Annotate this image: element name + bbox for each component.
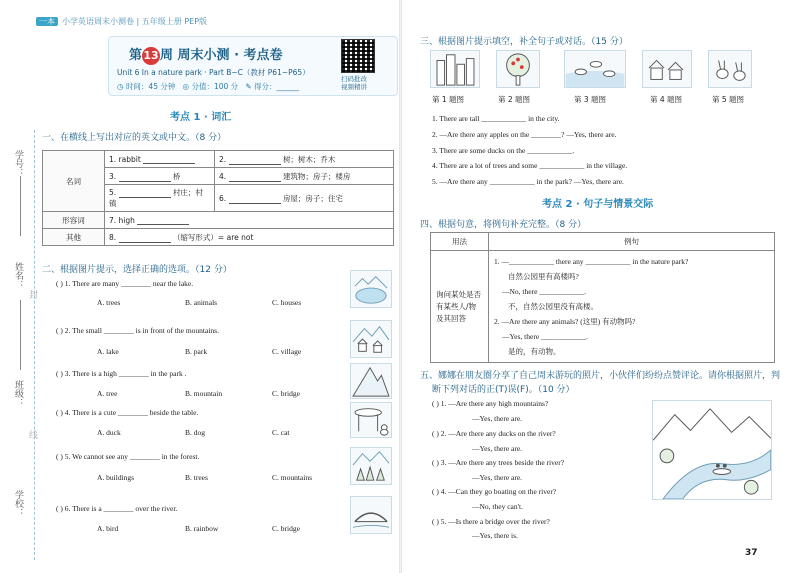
seal-mark: 封 [27,290,37,299]
answer-paren[interactable]: ( ) [432,399,439,408]
nature-park-photo [652,400,772,500]
qr-caption-1: 扫码批改 [341,75,367,83]
other-header: 其他 [43,229,105,246]
student-name-label: 姓名： [13,262,23,289]
vocab-table [42,150,394,246]
qr-code-icon[interactable] [341,39,375,73]
answer-paren[interactable]: ( ) [56,279,63,288]
mc-opt-a[interactable]: A. tree [97,389,118,398]
noun-header: 名词 [43,151,105,212]
mc-opt-c[interactable]: C. cat [272,428,290,437]
time-limit: 时间：45 分钟 [125,82,176,91]
section-5-title-1: 五、娜娜在朋友圈分享了自己周末游玩的照片，小伙伴们纷纷点赞评论。请你根据照片，判 [420,371,781,381]
pic-caption-3: 第 3 题图 [574,95,607,104]
fill-item-1[interactable]: 1. There are tall ____________ in the city. [432,114,560,123]
answer-blank[interactable] [229,157,281,165]
section-2-title: 二、根据图片提示，选择正确的选项。（12 分） [42,265,232,275]
section-3-title: 三、根据图片提示填空，补全句子或对话。（15 分） [420,37,628,47]
lake-picture [350,270,392,308]
mc-opt-b[interactable]: B. dog [185,428,206,437]
tf-item-1: ( ) 1. —Are there any high mountains? [432,399,549,408]
answer-blank[interactable] [119,190,171,198]
mc-opt-b[interactable]: B. rainbow [185,524,219,533]
week-title [129,44,283,65]
mc-item-5: ( ) 5. We cannot see any ________ in the forest. [56,452,200,461]
bridge-picture [350,496,392,534]
pen-icon: ✎ [245,82,252,91]
forest-picture [350,447,392,485]
vocab-cell-7: 7. high [105,212,394,229]
mc-opt-a[interactable]: A. buildings [97,473,135,482]
tf-answer-5: —Yes, there is. [472,531,518,540]
kaodian-2-title: 考点 2 · 句子与情景交际 [542,199,654,210]
qr-caption-2: 视频精讲 [341,83,367,91]
tf-answer-2: —Yes, there are. [472,444,523,453]
tf-item-5: ( ) 5. —Is there a bridge over the river? [432,517,550,526]
mc-opt-a[interactable]: A. bird [97,524,119,533]
example-cell [489,251,775,363]
ducks-river-picture [564,50,626,88]
pic-caption-1: 第 1 题图 [432,95,465,104]
mc-opt-b[interactable]: B. animals [185,298,218,307]
answer-blank[interactable] [119,235,171,243]
right-page [402,0,800,573]
example-line-7: 是的，有动物。 [508,347,561,356]
answer-paren[interactable]: ( ) [56,452,63,461]
fill-item-3[interactable]: 3. There are some ducks on the ____________. [432,146,575,155]
pic-caption-5: 第 5 题图 [712,95,745,104]
vocab-cell-8: 8. （缩写形式）= are not [105,229,394,246]
answer-blank[interactable] [143,156,195,164]
pic-caption-2: 第 2 题图 [498,95,531,104]
vocab-cell-3: 3. 桥 [105,168,215,185]
class-label: 班级： [13,380,23,407]
mc-opt-b[interactable]: B. mountain [185,389,223,398]
mc-item-1: ( ) 1. There are many ________ near the lake. [56,279,194,288]
answer-blank[interactable] [229,174,281,182]
answer-blank[interactable] [137,217,189,225]
mc-opt-b[interactable]: B. park [185,347,208,356]
student-name-line [20,300,21,370]
usage-header: 用法 [431,233,489,251]
meta-line [117,81,299,92]
tf-item-2: ( ) 2. —Are there any ducks on the river? [432,429,556,438]
mountain-picture [350,363,392,399]
unit-info: Unit 6 In a nature park · Part B~C（教材 P61~P65） [117,68,310,77]
answer-paren[interactable]: ( ) [56,408,63,417]
answer-paren[interactable]: ( ) [432,458,439,467]
week-number-badge: 13 [142,47,160,65]
answer-paren[interactable]: ( ) [56,326,63,335]
mc-item-2: ( ) 2. The small ________ is in front of the mountains. [56,326,219,335]
tf-answer-4: —No, they can't. [472,502,523,511]
mc-opt-a[interactable]: A. lake [97,347,119,356]
mc-opt-c[interactable]: C. mountains [272,473,313,482]
village-houses-picture [642,50,692,88]
mc-opt-c[interactable]: C. village [272,347,302,356]
usage-cell: 询问某处是否有某些人/物及其回答 [431,251,489,363]
answer-blank[interactable] [229,196,281,204]
example-line-3[interactable]: —No, there ____________. [502,287,587,296]
vocab-cell-5: 5. 村庄；村镇 [105,185,215,212]
student-id-label: 学号： [13,150,23,177]
mc-opt-a[interactable]: A. duck [97,428,121,437]
cut-mark: 线 [27,430,37,439]
mc-item-4: ( ) 4. There is a cute ________ beside the table. [56,408,199,417]
example-header: 例句 [489,233,775,251]
adj-header: 形容词 [43,212,105,229]
answer-paren[interactable]: ( ) [432,517,439,526]
answer-paren[interactable]: ( ) [56,504,63,513]
page-number: 37 [745,548,758,558]
section-1-title: 一、在横线上写出对应的英文或中文。（8 分） [42,133,227,143]
answer-blank[interactable] [119,174,171,182]
series-bar: 一本 小学英语周末小测卷 | 五年级上册 PEP版 [36,16,207,27]
vocab-cell-2: 2. 树；树木；乔木 [215,151,394,168]
kaodian-1-title: 考点 1 · 词汇 [170,112,232,123]
series-title: 小学英语周末小测卷 [62,17,134,26]
vocab-cell-4: 4. 建筑物；房子；楼房 [215,168,394,185]
grade-label: 五年级上册 PEP版 [141,17,208,26]
school-label: 学校： [13,490,23,517]
answer-paren[interactable]: ( ) [56,369,63,378]
qr-caption [341,75,367,91]
cat-table-picture [350,402,392,438]
score-icon: ◎ [182,82,190,91]
pic-caption-4: 第 4 题图 [650,95,683,104]
mc-item-6: ( ) 6. There is a ________ over the river. [56,504,178,513]
example-table [430,232,775,363]
example-line-2: 自然公园里有高楼吗? [508,272,579,281]
answer-paren[interactable]: ( ) [432,487,439,496]
mc-opt-c[interactable]: C. bridge [272,389,300,398]
mc-opt-b[interactable]: B. trees [185,473,208,482]
score-got: 得分：______ [254,82,300,91]
binding-line [34,130,35,560]
tf-item-3: ( ) 3. —Are there any trees beside the river? [432,458,565,467]
vocab-cell-6: 6. 房屋；房子；住宅 [215,185,394,212]
student-id-line [20,176,21,236]
mc-item-3: ( ) 3. There is a high ________ in the park . [56,369,187,378]
fill-item-5[interactable]: 5. —Are there any ____________ in the park? —Yes, there are. [432,177,624,186]
section-4-title: 四、根据句意，将例句补充完整。（8 分） [420,220,587,230]
brand-tag: 一本 [36,17,58,26]
park-rabbits-picture [708,50,752,88]
section-5-title-2: 断下列对话的正(T)误(F)。（10 分） [432,385,575,395]
mc-opt-c[interactable]: C. bridge [272,524,300,533]
clock-icon: ◷ [117,82,124,91]
header-card [108,36,398,96]
tf-answer-3: —Yes, there are. [472,473,523,482]
fill-item-2[interactable]: 2. —Are there any apples on the ________? —Yes, there are. [432,130,617,139]
example-line-6[interactable]: —Yes, there ____________. [502,332,588,341]
buildings-picture [430,50,480,88]
score-total: 分值：100 分 [191,82,239,91]
example-line-4: 不，自然公园里没有高楼。 [508,302,598,311]
week-prefix: 第 [129,48,143,63]
mc-opt-a[interactable]: A. trees [97,298,121,307]
fill-item-4[interactable]: 4. There are a lot of trees and some ____________ in the village. [432,161,628,170]
village-picture [350,320,392,358]
tf-answer-1: —Yes, there are. [472,414,523,423]
apple-tree-picture [496,50,540,88]
vocab-cell-1: 1. rabbit [105,151,215,168]
example-line-1[interactable]: 1. —____________ there any ____________ in the nature park? [494,257,689,266]
example-line-5: 2. —Are there any animals? (这里) 有动物吗? [494,317,636,326]
week-suffix: 周 周末小测 · 考点卷 [160,48,283,63]
mc-opt-c[interactable]: C. houses [272,298,302,307]
answer-paren[interactable]: ( ) [432,429,439,438]
tf-item-4: ( ) 4. —Can they go boating on the river? [432,487,557,496]
